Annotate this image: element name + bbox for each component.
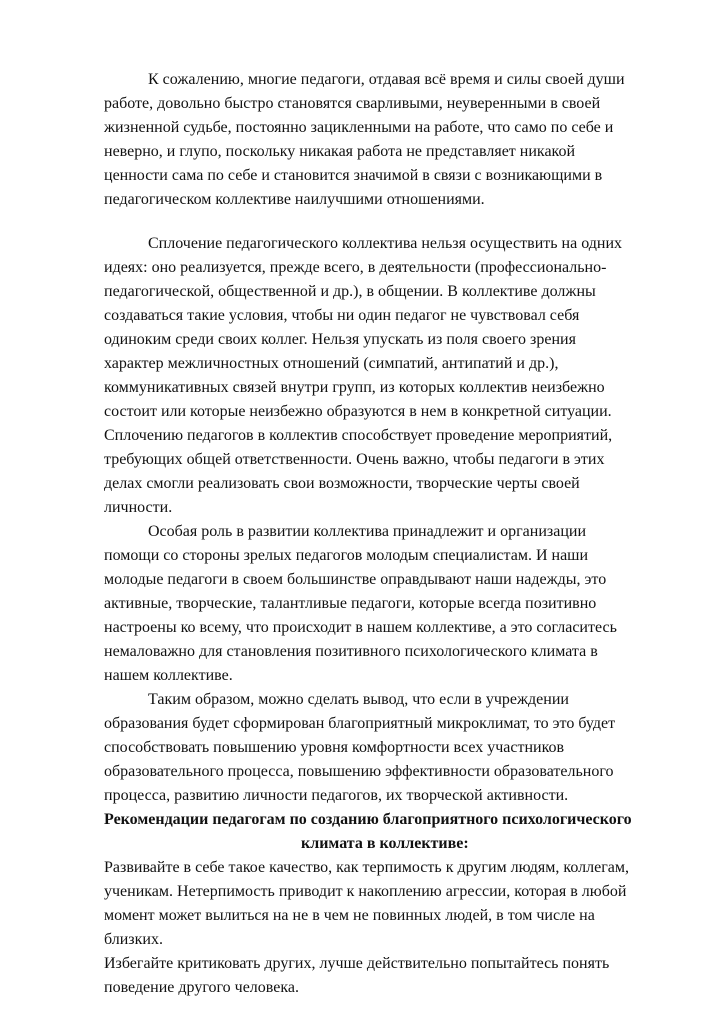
paragraph-line: личности. [104,499,173,516]
paragraph-line: образования будет сформирован благоприятный микроклимат, то это будет [104,715,616,732]
recommendation-line: поведение другого человека. [104,979,299,996]
paragraph-line: образовательного процесса, повышению эффективности образовательного [104,763,614,780]
paragraph-line: педагогической, общественной и др.), в общении. В коллективе должны [104,283,596,300]
recommendation-line: момент может вылиться на не в чем не повинных людей, в том числе на [104,907,595,924]
paragraph-line: Особая роль в развитии коллектива принадлежит и организации [148,523,587,540]
paragraph-line: активные, творческие, талантливые педагоги, которые всегда позитивно [104,595,597,612]
recommendation-line: Развивайте в себе такое качество, как терпимость к другим людям, коллегам, [104,859,629,876]
paragraph-line: одиноким среди своих коллег. Нельзя упускать из поля своего зрения [104,331,576,348]
paragraph-line: состоит или которые неизбежно образуются в нем в конкретной ситуации. [104,403,612,420]
paragraph-line: идеях: оно реализуется, прежде всего, в деятельности (профессионально- [104,259,607,276]
paragraph-line: делах смогли реализовать свои возможности, творческие черты своей [104,475,580,492]
paragraph-line: Сплочение педагогического коллектива нельзя осуществить на одних [148,235,623,252]
recommendation-line: близких. [104,931,163,948]
paragraph-line: коммуникативных связей внутри групп, из которых коллектив неизбежно [104,379,605,396]
paragraph-line: педагогическом коллективе наилучшими отношениями. [104,191,485,208]
recommendation-line: Избегайте критиковать других, лучше действительно попытайтесь понять [104,955,610,972]
paragraph-line: ценности сама по себе и становится значимой в связи с возникающими в [104,167,603,184]
paragraph-line: помощи со стороны зрелых педагогов молодым специалистам. И наши [104,547,589,564]
paragraph-line: способствовать повышению уровня комфортности всех участников [104,739,565,756]
paragraph-line: К сожалению, многие педагоги, отдавая всё время и силы своей души [148,71,625,88]
paragraph-line: молодые педагоги в своем большинстве оправдывают наши надежды, это [104,571,607,588]
paragraph-line: работе, довольно быстро становятся сварливыми, неуверенными в своей [104,95,601,112]
paragraph-line: Сплочению педагогов в коллектив способствует проведение мероприятий, [104,427,613,444]
paragraph-line: процесса, развитию личности педагогов, их творческой активности. [104,787,569,804]
paragraph-line: Таким образом, можно сделать вывод, что если в учреждении [148,691,569,708]
paragraph-line: неверно, и глупо, поскольку никакая работа не представляет никакой [104,143,576,160]
recommendation-line: ученикам. Нетерпимость приводит к накоплению агрессии, которая в любой [104,883,627,900]
paragraph-line: характер межличностных отношений (симпатий, антипатий и др.), [104,355,559,372]
section-heading: климата в коллективе: [301,835,469,852]
paragraph-line: нашем коллективе. [104,667,233,684]
paragraph-line: требующих общей ответственности. Очень важно, чтобы педагоги в этих [104,451,605,468]
paragraph-line: немаловажно для становления позитивного психологического климата в [104,643,598,660]
section-heading: Рекомендации педагогам по созданию благоприятного психологического [104,811,632,828]
paragraph-line: создаваться такие условия, чтобы ни один педагог не чувствовал себя [104,307,580,324]
paragraph-line: жизненной судьбе, постоянно зацикленными на работе, что само по себе и [104,119,614,136]
paragraph-line: настроены ко всему, что происходит в нашем коллективе, а это согласитесь [104,619,617,636]
